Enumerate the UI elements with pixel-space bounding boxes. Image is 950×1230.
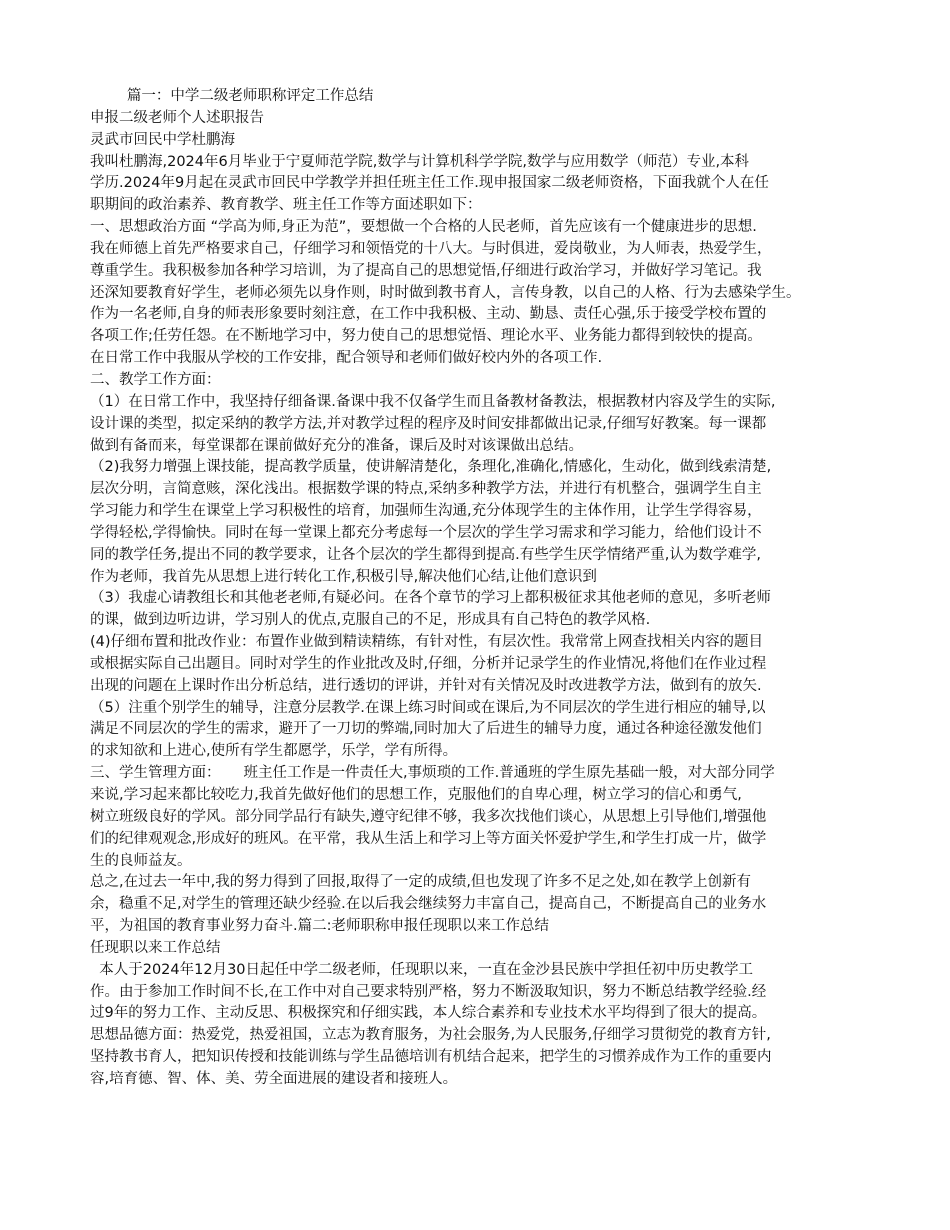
text-line: (4)仔细布置和批改作业：布置作业做到精读精练，有针对性，有层次性。我常常上网查找相关内容的题目 bbox=[90, 634, 764, 651]
text-line: 层次分明，言简意赅，深化浅出。根据数学课的特点,采纳多种教学方法，并进行有机整合，强调学生自主 bbox=[90, 481, 762, 498]
text-line: 来说,学习起来都比较吃力,我首先做好他们的思想工作，克服他们的自卑心理，树立学习的信心和勇气, bbox=[90, 787, 742, 803]
text-line: 容,培育德、智、体、美、劳全面进展的建设者和接班人。 bbox=[90, 1070, 458, 1087]
text-line: 的课，做到边听边讲，学习别人的优点,克服自己的不足，形成具有自己特色的教学风格. bbox=[90, 612, 651, 629]
text-line: 学历.2024年9月起在灵武市回民中学教学并担任班主任工作.现申报国家二级老师资格，下面我就个人在任 bbox=[90, 175, 769, 192]
text-line: 作为一名老师,自身的师表形象要时刻注意，在工作中我积极、主动、勤恳、责任心强,乐于接受学校布置的 bbox=[90, 306, 767, 323]
text-line: 做到有备而来，每堂课都在课前做好充分的准备，课后及时对该课做出总结。 bbox=[90, 437, 583, 454]
text-line: 本人于2024年12月30日起任中学二级老师，任现职以来，一直在金沙县民族中学担任初中历史教学工 bbox=[90, 961, 754, 978]
text-line: 过9年的努力工作、主动反思、积极探究和仔细实践，本人综合素养和专业技术水平均得到了很大的提高。 bbox=[90, 1005, 767, 1022]
text-line: 学得轻松,学得愉快。同时在每一堂课上都充分考虑每一个层次的学生学习需求和学习能力，给他们设计不 bbox=[90, 524, 762, 541]
text-line: 作。由于参加工作时间不长,在工作中对自己要求特别严格，努力不断汲取知识，努力不断总结教学经验.经 bbox=[90, 983, 767, 1000]
text-line: 我在师德上首先严格要求自己，仔细学习和领悟党的十八大。与时俱进，爱岗敬业，为人师表，热爱学生， bbox=[90, 240, 772, 257]
text-line: 在日常工作中我服从学校的工作安排，配合领导和老师们做好校内外的各项工作. bbox=[90, 350, 603, 367]
text-line: 满足不同层次的学生的需求，避开了一刀切的弊端,同时加大了后进生的辅导力度，通过各种途径激发他们 bbox=[90, 721, 762, 738]
text-line: 思想品德方面：热爱党，热爱祖国，立志为教育服务，为社会服务,为人民服务,仔细学习贯彻党的教育方针, bbox=[90, 1027, 771, 1044]
text-line: 学习能力和学生在课堂上学习积极性的培育，加强师生沟通,充分体现学生的主体作用，让学生学得容易， bbox=[90, 503, 762, 520]
text-line: 树立班级良好的学风。部分同学品行有缺失,遵守纪律不够，我多次找他们谈心，从思想上引导他们,增强他 bbox=[90, 808, 767, 825]
text-line: （3）我虚心请教组长和其他老老师,有疑必问。在各个章节的学习上都积极征求其他老师的意见，多听老师 bbox=[90, 590, 771, 607]
text-line: （5）注重个别学生的辅导，注意分层教学.在课上练习时间或在课后,为不同层次的学生进行相应的辅导,以 bbox=[90, 699, 766, 716]
text-line: 二、教学工作方面： bbox=[90, 371, 221, 388]
text-line: （2)我努力增强上课技能，提高教学质量，使讲解清楚化，条理化,准确化,情感化，生动化，做到线索清楚, bbox=[90, 459, 772, 476]
text-line: 尊重学生。我积极参加各种学习培训，为了提高自己的思想觉悟,仔细进行政治学习，并做好学习笔记。我 bbox=[90, 262, 762, 279]
text-line: 平，为祖国的教育事业努力奋斗.篇二:老师职称申报任现职以来工作总结 bbox=[90, 918, 549, 935]
text-line: 生的良师益友。 bbox=[90, 852, 192, 869]
text-line: 同的教学任务,提出不同的教学要求，让各个层次的学生都得到提高.有些学生厌学情绪严重,认为数学难学, bbox=[90, 546, 761, 563]
text-line: 各项工作;任劳任怨。在不断地学习中，努力使自己的思想觉悟、理论水平、业务能力都得到较快的提高。 bbox=[90, 328, 762, 345]
text-line: 余，稳重不足,对学生的管理还缺少经验.在以后我会继续努力丰富自己，提高自己，不断提高自己的业务水 bbox=[90, 896, 767, 913]
text-line: 出现的问题在上课时作出分析总结，进行透切的评讲，并针对有关情况及时改进教学方法，做到有的放矢. bbox=[90, 677, 762, 694]
text-line: 们的纪律观观念,形成好的班风。在平常，我从生活上和学习上等方面关怀爱护学生,和学生打成一片，做学 bbox=[90, 830, 767, 847]
text-line: 职期间的政治素养、教育教学、班主任工作等方面述职如下： bbox=[90, 197, 482, 214]
text-line: 灵武市回民中学杜鹏海 bbox=[90, 131, 235, 148]
text-line: 坚持教书育人，把知识传授和技能训练与学生品德培训有机结合起来，把学生的习惯养成作为工作的重要内 bbox=[90, 1049, 772, 1066]
text-line: 篇一：中学二级老师职称评定工作总结 bbox=[90, 88, 374, 104]
text-line: 的求知欲和上进心,使所有学生都愿学，乐学，学有所得。 bbox=[90, 743, 458, 760]
text-line: 三、学生管理方面： 班主任工作是一件责任大,事烦琐的工作.普通班的学生原先基础一般，对大部分同学 bbox=[90, 765, 775, 782]
document-body bbox=[90, 86, 880, 1091]
text-line: 设计课的类型，拟定采纳的教学方法,并对教学过程的程序及时间安排都做出记录,仔细写好教案。每一课都 bbox=[90, 415, 767, 432]
text-line: 任现职以来工作总结 bbox=[90, 939, 221, 956]
text-line: 申报二级老师个人述职报告 bbox=[90, 109, 264, 126]
text-line: 还深知要教育好学生，老师必须先以身作则，时时做到教书育人，言传身教，以自己的人格、行为去感染学生。 bbox=[90, 284, 801, 301]
text-line: （1）在日常工作中，我坚持仔细备课.备课中我不仅备学生而且备教材备教法，根据教材内容及学生的实际, bbox=[90, 393, 776, 410]
text-line: 一、思想政治方面 “学高为师,身正为范”，要想做一个合格的人民老师，首先应该有一个健康进步的思想. bbox=[90, 219, 757, 236]
text-line: 或根据实际自己出题目。同时对学生的作业批改及时,仔细，分析并记录学生的作业情况,将他们在作业过程 bbox=[90, 655, 767, 672]
text-line: 我叫杜鹏海,2024年6月毕业于宁夏师范学院,数学与计算机科学学院,数学与应用数学（师范）专业,本科 bbox=[90, 153, 750, 170]
text-line: 总之,在过去一年中,我的努力得到了回报,取得了一定的成绩,但也发现了许多不足之处,如在教学上创新有 bbox=[90, 874, 752, 891]
text-line: 作为老师，我首先从思想上进行转化工作,积极引导,解决他们心结,让他们意识到 bbox=[90, 568, 597, 585]
